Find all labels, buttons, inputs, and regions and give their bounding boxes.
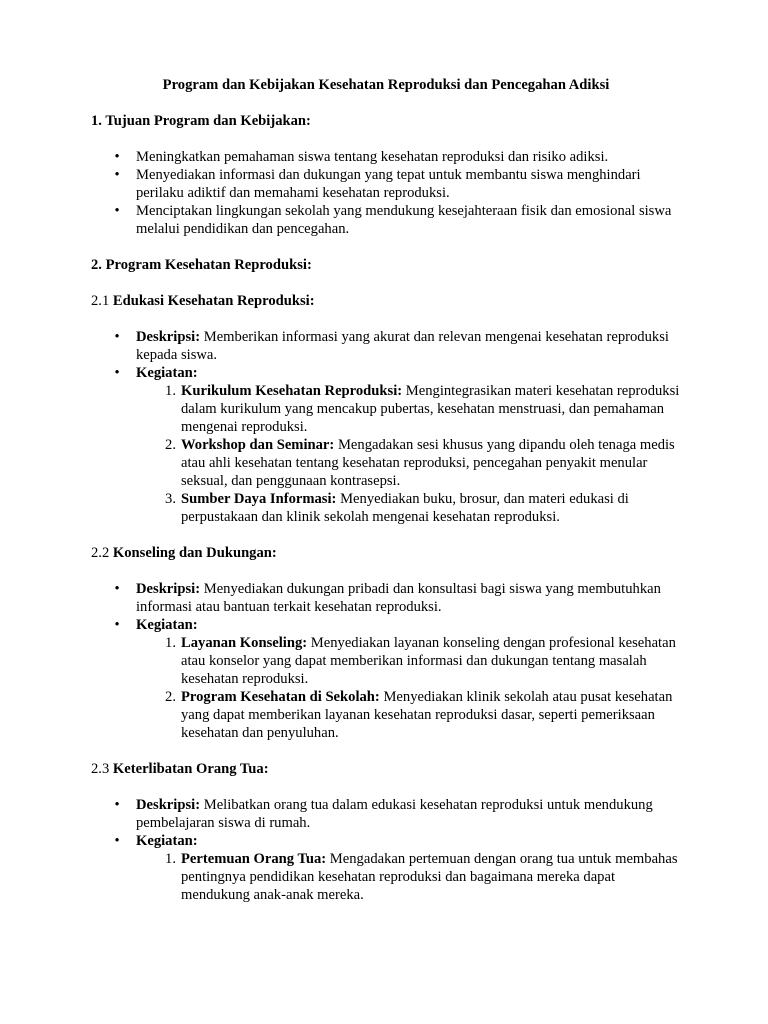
subsection-2-1-list [91,328,681,526]
deskripsi-label: Deskripsi: [136,329,201,345]
activity-title: Program Kesehatan di Sekolah: [181,689,380,705]
subsection-title: Konseling dan Dukungan: [112,545,277,561]
activity-item [136,634,681,688]
activity-number: 1. [165,635,176,651]
deskripsi-text: Melibatkan orang tua dalam edukasi kesehatan reproduksi untuk mendukung pembelajaran siswa di rumah. [136,797,653,831]
activity-title: Layanan Konseling: [181,635,308,651]
document-title: Program dan Kebijakan Kesehatan Reproduksi dan Pencegahan Adiksi [162,77,610,93]
activity-item [136,382,681,436]
list-item-kegiatan [91,364,681,526]
activity-list [136,850,681,904]
section-1-heading-text: 1. Tujuan Program dan Kebijakan: [91,113,311,129]
activity-text: Menyediakan klinik sekolah atau pusat kesehatan yang dapat memberikan layanan kesehatan reproduksi dasar, seperti pemeriksaan kesehatan dan penyuluhan. [181,689,673,741]
list-item-kegiatan [91,832,681,904]
subsection-2-3-list [91,796,681,904]
list-item-text: Menyediakan informasi dan dukungan yang tepat untuk membantu siswa menghindari perilaku adiktif dan memahami kesehatan reproduksi. [136,167,641,201]
list-item-text: Meningkatkan pemahaman siswa tentang kesehatan reproduksi dan risiko adiksi. [136,149,609,165]
bullet-marker: • [114,797,120,813]
subsection-2-2-heading [91,544,681,562]
list-item [91,202,681,238]
activity-text: Mengadakan pertemuan dengan orang tua untuk membahas pentingnya pendidikan kesehatan reproduksi dan bagaimana mereka dapat mendukung anak-anak mereka. [181,851,678,903]
list-item-deskripsi [91,580,681,616]
subsection-number: 2.1 [91,293,110,309]
bullet-marker: • [114,581,120,597]
activity-text: Menyediakan layanan konseling dengan profesional kesehatan atau konselor yang dapat memberikan informasi dan dukungan tentang masalah kesehatan reproduksi. [181,635,676,687]
activity-number: 2. [165,437,176,453]
list-item-kegiatan [91,616,681,742]
subsection-2-3-heading [91,760,681,778]
activity-item [136,490,681,526]
kegiatan-label: Kegiatan: [136,617,198,633]
deskripsi-label: Deskripsi: [136,581,201,597]
activity-number: 1. [165,851,176,867]
activity-list [136,634,681,742]
kegiatan-label: Kegiatan: [136,833,198,849]
subsection-title: Keterlibatan Orang Tua: [112,761,269,777]
activity-item [136,436,681,490]
activity-title: Pertemuan Orang Tua: [181,851,327,867]
bullet-marker: • [114,617,120,633]
deskripsi-label: Deskripsi: [136,797,201,813]
section-1-heading [91,112,681,130]
kegiatan-label: Kegiatan: [136,365,198,381]
activity-item [136,688,681,742]
list-item-deskripsi [91,328,681,364]
activity-title: Kurikulum Kesehatan Reproduksi: [181,383,403,399]
activity-title: Workshop dan Seminar: [181,437,335,453]
bullet-marker: • [114,365,120,381]
activity-number: 1. [165,383,176,399]
subsection-number: 2.3 [91,761,110,777]
activity-title: Sumber Daya Informasi: [181,491,337,507]
activity-text: Mengadakan sesi khusus yang dipandu oleh tenaga medis atau ahli kesehatan tentang kesehatan reproduksi, pencegahan penyakit menular seksual, dan penggunaan kontrasepsi. [181,437,675,489]
activity-number: 2. [165,689,176,705]
subsection-number: 2.2 [91,545,110,561]
section-2-heading [91,256,681,274]
subsection-2-2-list [91,580,681,742]
activity-text: Mengintegrasikan materi kesehatan reproduksi dalam kurikulum yang mencakup pubertas, kesehatan menstruasi, dan pemahaman mengenai reproduksi. [181,383,680,435]
section-1-bullet-list [91,148,681,238]
list-item-deskripsi [91,796,681,832]
subsection-2-1-heading [91,292,681,310]
section-2-heading-text: 2. Program Kesehatan Reproduksi: [91,257,312,273]
deskripsi-text: Menyediakan dukungan pribadi dan konsultasi bagi siswa yang membutuhkan informasi atau bantuan terkait kesehatan reproduksi. [136,581,661,615]
bullet-marker: • [114,167,120,183]
activity-number: 3. [165,491,176,507]
bullet-marker: • [114,833,120,849]
list-item [91,148,681,166]
activity-list [136,382,681,526]
activity-item [136,850,681,904]
bullet-marker: • [114,329,120,345]
subsection-title: Edukasi Kesehatan Reproduksi: [112,293,315,309]
activity-text: Menyediakan buku, brosur, dan materi edukasi di perpustakaan dan klinik sekolah mengenai kesehatan reproduksi. [181,491,629,525]
list-item [91,166,681,202]
bullet-marker: • [114,149,120,165]
document-page [91,76,681,922]
deskripsi-text: Memberikan informasi yang akurat dan relevan mengenai kesehatan reproduksi kepada siswa. [136,329,669,363]
bullet-marker: • [114,203,120,219]
list-item-text: Menciptakan lingkungan sekolah yang mendukung kesejahteraan fisik dan emosional siswa melalui pendidikan dan pencegahan. [136,203,672,237]
